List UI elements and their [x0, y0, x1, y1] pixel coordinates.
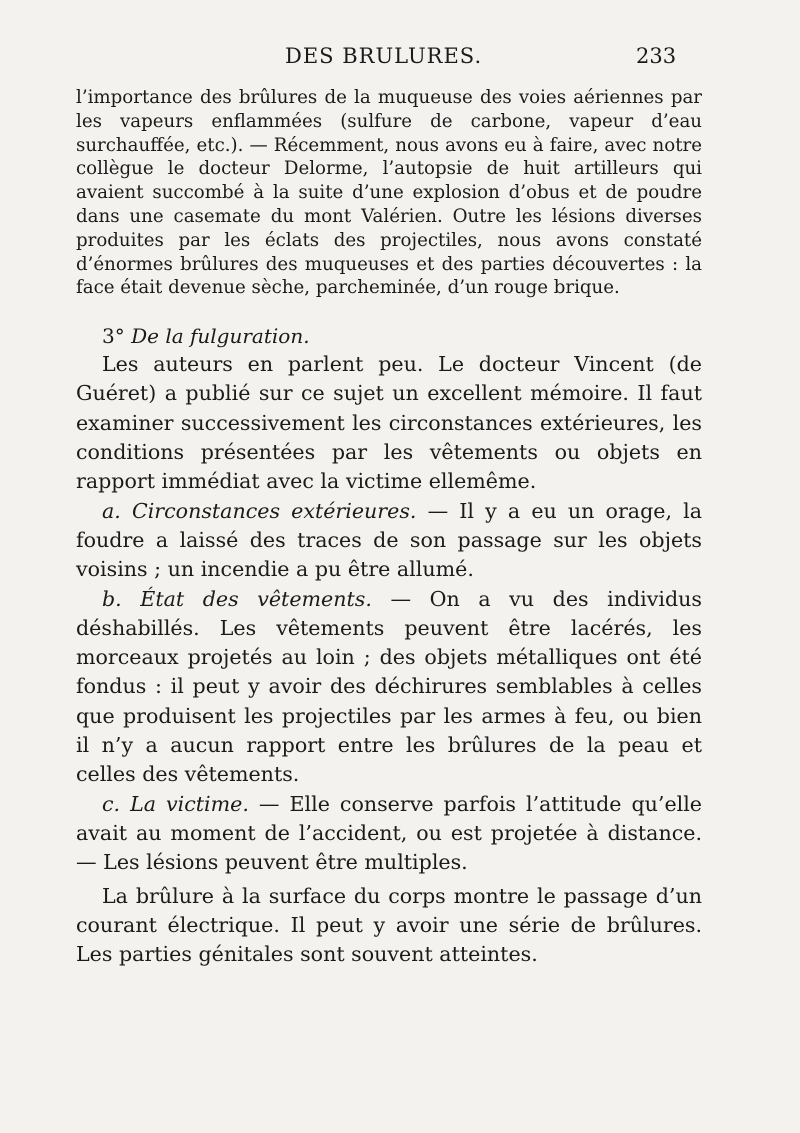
paragraph-electric-burn: La brûlure à la surface du corps montre le passage d’un courant électrique. Il peut y avoir une série de brûlures. Les parties génitales sont souvent atteintes. [76, 883, 702, 967]
running-title: DES BRULURES. [285, 44, 483, 68]
item-a-circumstances [76, 497, 702, 585]
item-a-text: — Il y a eu un orage, la foudre a laissé des traces de son passage sur les objets voisins ; un incendie a pu être allumé. [76, 498, 702, 582]
paragraph-burns-airways: l’importance des brûlures de la muqueuse des voies aériennes par les vapeurs enflammées (sulfure de carbone, vapeur d’eau surchauffée, etc.). — Récemment, nous avons eu à faire, avec notre collègue le docteur Delorme, l’autopsie de huit artilleurs qui avaient succombé à la suite d’une explosion d’obus et de poudre dans une casemate du mont Valérien. Outre les lésions diverses produites par les éclats des projectiles, nous avons constaté d’énormes brûlures des muqueuses et des parties découvertes : la face était devenue sèche, parcheminée, d’un rouge brique. [76, 87, 702, 299]
item-b-clothing [76, 585, 702, 790]
section-title: De la fulguration. [131, 324, 310, 349]
item-b-label: b. État des vêtements. [102, 586, 372, 611]
running-head [0, 40, 800, 80]
item-b-text: — On a vu des individus déshabillés. Les vêtements peuvent être lacérés, les morceaux projetés au loin ; des objets métalliques ont été fondus : il peut y avoir des déchirures semblables à celles que produisent les projectiles par les armes à feu, ou bien il n’y a aucun rapport entre les brûlures de la peau et celles des vêtements. [76, 586, 702, 787]
item-c-text: — Elle conserve parfois l’attitude qu’elle avait au moment de l’accident, ou est projetée à distance. — Les lésions peuvent être multiples. [76, 791, 702, 875]
section-heading [102, 322, 702, 350]
text-block [76, 86, 702, 969]
item-c-label: c. La victime. [102, 791, 249, 816]
section-number: 3° [102, 324, 125, 349]
item-c-victim [76, 790, 702, 878]
page-number: 233 [636, 44, 677, 68]
paragraph-fulguration-intro: Les auteurs en parlent peu. Le docteur Vincent (de Guéret) a publié sur ce sujet un excellent mémoire. Il faut examiner successivement les circonstances extérieures, les conditions présentées par les vêtements ou objets en rapport immédiat avec la victime ellemême. [76, 352, 702, 494]
item-a-label: a. Circonstances extérieures. [102, 498, 417, 523]
